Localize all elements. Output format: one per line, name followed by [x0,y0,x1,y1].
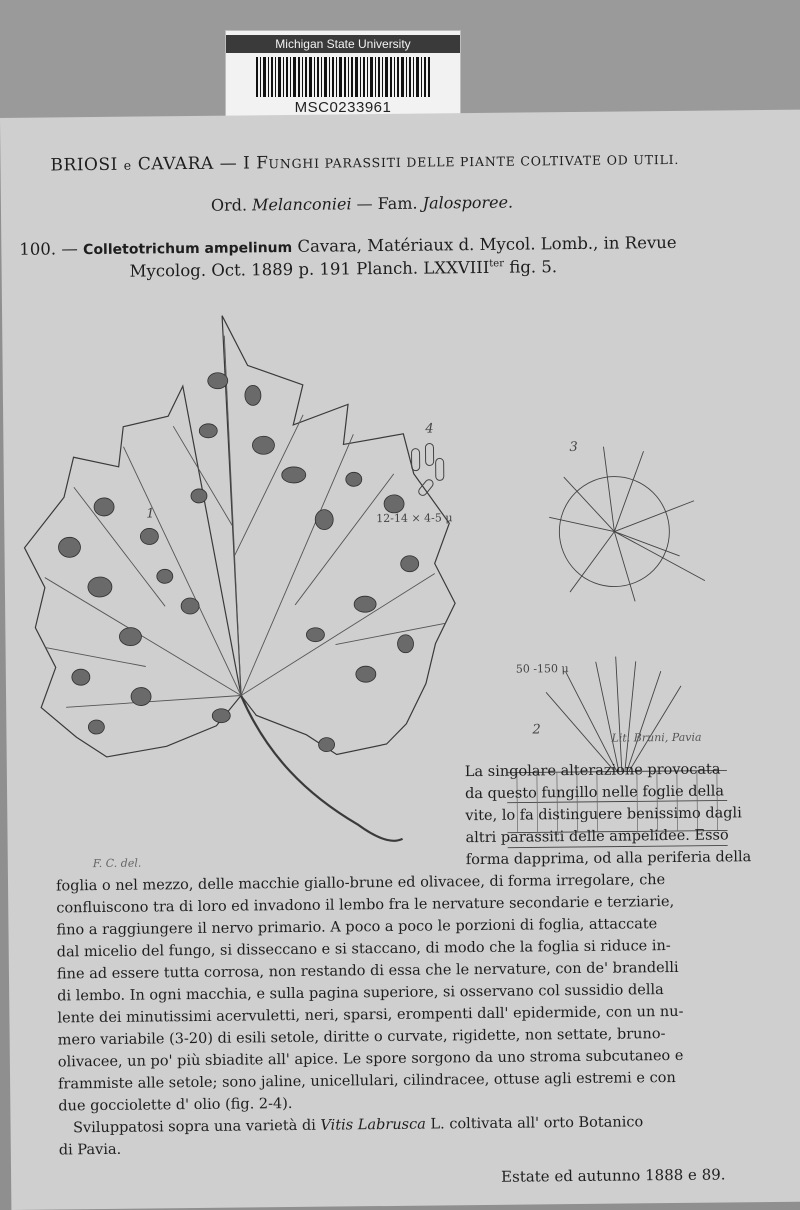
order-label: Ord. [210,195,248,215]
text-line: dal micelio del fungo, si disseccano e si staccano, di modo che la foglia si riduce in- [56,938,671,961]
figure-label-4: 4 [425,421,434,437]
text-line: frammiste alle setole; sono jaline, unicellulari, cilindracee, ottuse agli estremi e con [58,1069,676,1093]
host-plant-name: Vitis Labrusca [320,1116,426,1134]
figure-label-1: 1 [146,506,155,522]
setae-scale: 50 -150 μ [515,662,569,676]
header-conjunction: e [123,157,133,173]
family-label: Fam. [377,193,418,214]
lithographer-credit: Lit. Bruni, Pavia [611,730,702,745]
species-ter: ter [489,258,505,270]
text-line: foglia o nel mezzo, delle macchie giallo-brune ed olivacee, di forma irregolare, che [55,872,666,895]
locality-text-2: L. coltivata all' orto Botanico [430,1114,644,1133]
order-name: Melanconiei [252,194,352,215]
institution-name: Michigan State University [226,35,460,53]
text-line: vite, lo fa distinguere benissimo dagli [465,805,742,825]
header-author-1: BRIOSI [50,154,118,176]
barcode-number: MSC0233961 [294,99,392,116]
text-line: due gocciolette d' olio (fig. 2-4). [58,1095,293,1115]
species-fig-ref: fig. 5. [509,257,558,277]
page-header [50,149,679,176]
text-line: mero variabile (3-20) di esili setole, diritte o curvate, rigidette, non settate, bruno- [57,1026,666,1049]
text-line: da questo fungillo nelle foglie della [465,783,725,803]
text-line: lente dei minutissimi acervuletti, neri, sparsi, erompenti dall' epidermide, con un nu- [57,1003,684,1027]
text-line: di lembo. In ogni macchia, e sulla pagina superiore, si osservano col sussidio della [57,982,664,1005]
figure-label-2: 2 [532,722,541,738]
locality-place: di Pavia. [58,1141,122,1159]
header-title-rest: UNGHI PARASSITI DELLE PIANTE COLTIVATE OD UTILI. [268,151,680,172]
text-line: fino a raggiungere il nervo primario. A poco a poco le porzioni di foglia, attaccate [56,916,658,939]
text-line: La singolare alterazione provocata [464,761,721,781]
text-line: olivacee, un po' più sbiadite all' apice. Le spore sorgono da uno stroma subcutaneo e [57,1047,684,1071]
locality-paragraph [58,1110,788,1162]
collection-date: Estate ed autunno 1888 e 89. [501,1165,726,1186]
species-citation-2: Mycolog. Oct. 1889 p. 191 Planch. LXXVIII [129,257,490,281]
text-line: altri parassiti delle ampelidee. Esso [465,827,729,847]
family-name: Jalosporee. [422,192,514,213]
description-paragraph-body [56,868,788,1118]
header-dash: — [219,153,238,174]
exsiccata-sheet [0,110,800,1210]
text-line: forma dapprima, od alla periferia della [465,849,752,869]
figure-label-3: 3 [569,439,578,456]
taxonomy-line [211,193,513,215]
header-author-2: CAVARA [137,153,214,175]
species-line-1 [19,233,676,259]
species-name: Colletotrichum ampelinum [83,239,293,259]
species-citation-1: Cavara, Matériaux d. Mycol. Lomb., in Revue [297,232,677,256]
barcode-icon [256,57,430,97]
species-number: 100. — [19,239,78,259]
text-line: confluiscono tra di loro ed invadono il lembo fra le nervature secondarie e terziarie, [56,893,675,917]
herbarium-barcode-label [226,31,460,119]
species-line-2 [130,257,558,280]
spore-scale: 12-14 × 4-5 μ [376,511,453,526]
header-title-lead: I F [242,153,269,174]
artist-signature: F. C. del. [92,856,142,871]
taxonomy-dash: — [356,194,373,214]
description-paragraph-intro [465,758,786,871]
text-line: fine ad essere tutta corrosa, non restando di essa che le nervature, con de' brandelli [56,959,679,983]
locality-text: Sviluppatosi sopra una varietà di [72,1117,316,1137]
